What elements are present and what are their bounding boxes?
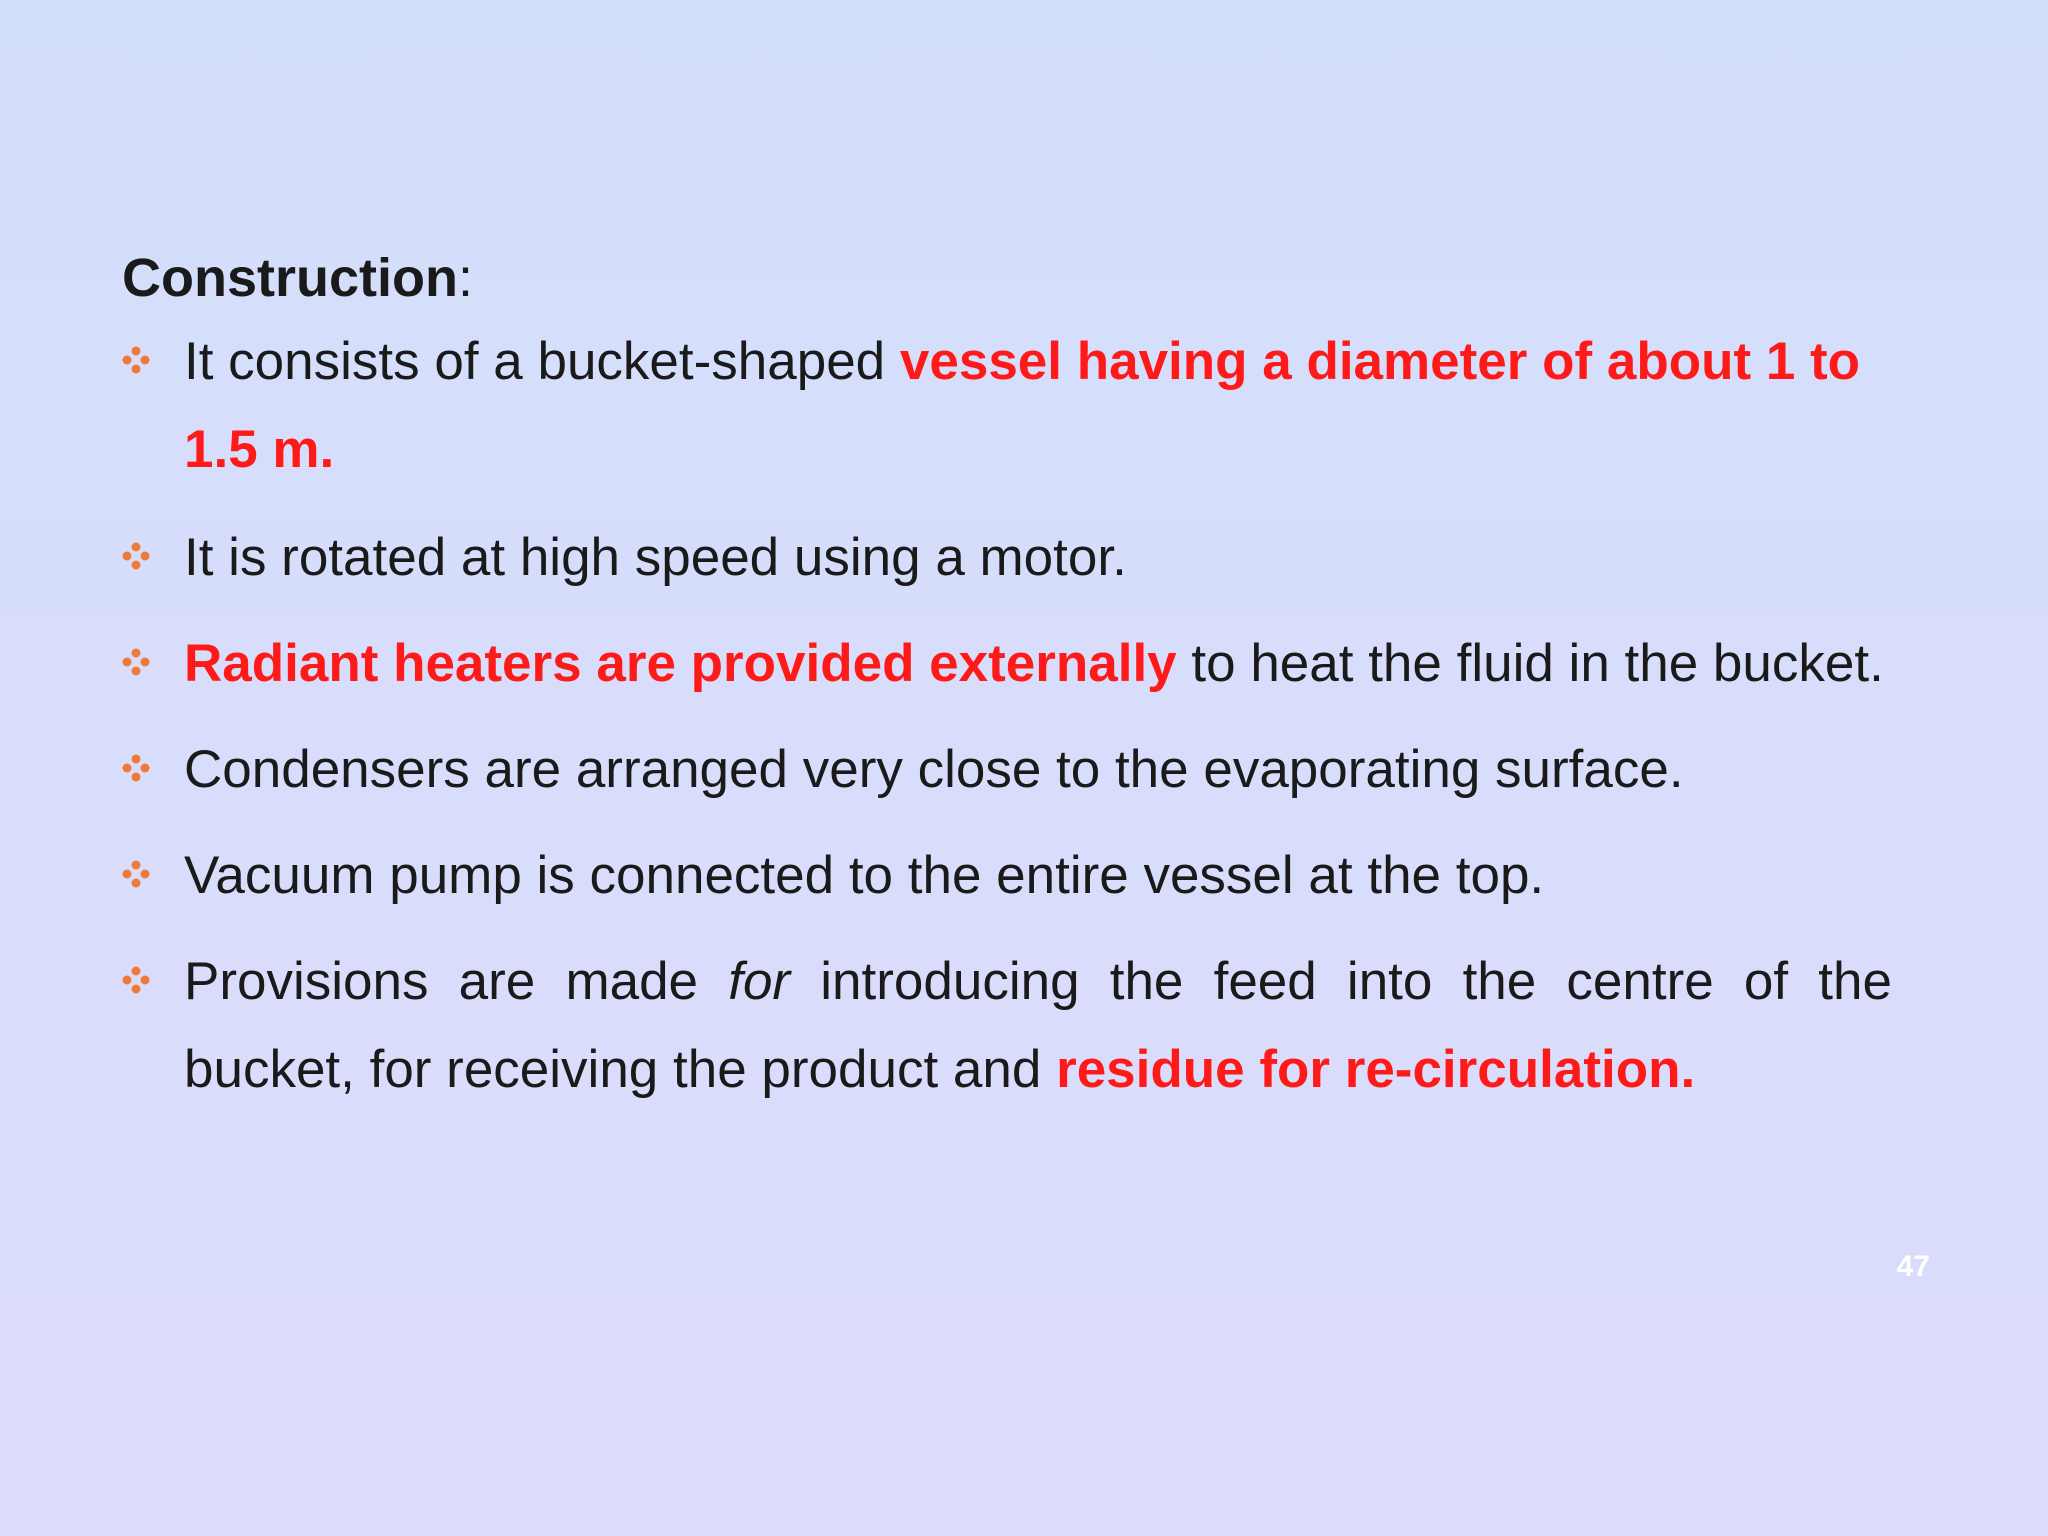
bullet-item-heaters [122,620,1892,708]
diamond-dots-icon [122,938,156,1026]
bullet-text: to heat the fluid in the bucket. [1176,634,1884,693]
heading-label: Construction [122,248,458,308]
slide-heading [122,246,473,310]
page-number: 47 [1896,1250,1930,1283]
highlight-text: vessel having a diameter of about 1 to 1.5 m. [184,332,1861,479]
bullet-text: Condensers are arranged very close to the evaporating surface. [184,740,1684,799]
heading-colon: : [457,248,473,308]
diamond-dots-icon [122,620,156,708]
highlight-text: Radiant heaters are provided externally [184,634,1177,693]
bullet-item-vacuum-pump [122,832,1892,920]
italic-text: for [728,952,791,1011]
bullet-item-motor [122,514,1892,602]
diamond-dots-icon [122,514,156,602]
bullet-text: introducing the feed into the centre of the bucket, for receiving the product and [184,952,1892,1099]
bullet-item-vessel [122,318,1892,494]
bullet-item-provisions [122,938,1892,1114]
bullet-text: It is rotated at high speed using a motor. [184,528,1127,587]
diamond-dots-icon [122,832,156,920]
bullet-text: It consists of a bucket-shaped [184,332,900,391]
bullet-text: Provisions are made [184,952,729,1011]
diamond-dots-icon [122,726,156,814]
bullet-item-condensers [122,726,1892,814]
bullet-list [122,318,1892,1114]
diamond-dots-icon [122,318,156,406]
bullet-text: Vacuum pump is connected to the entire vessel at the top. [184,846,1545,905]
highlight-text: residue for re-circulation. [1056,1040,1696,1099]
